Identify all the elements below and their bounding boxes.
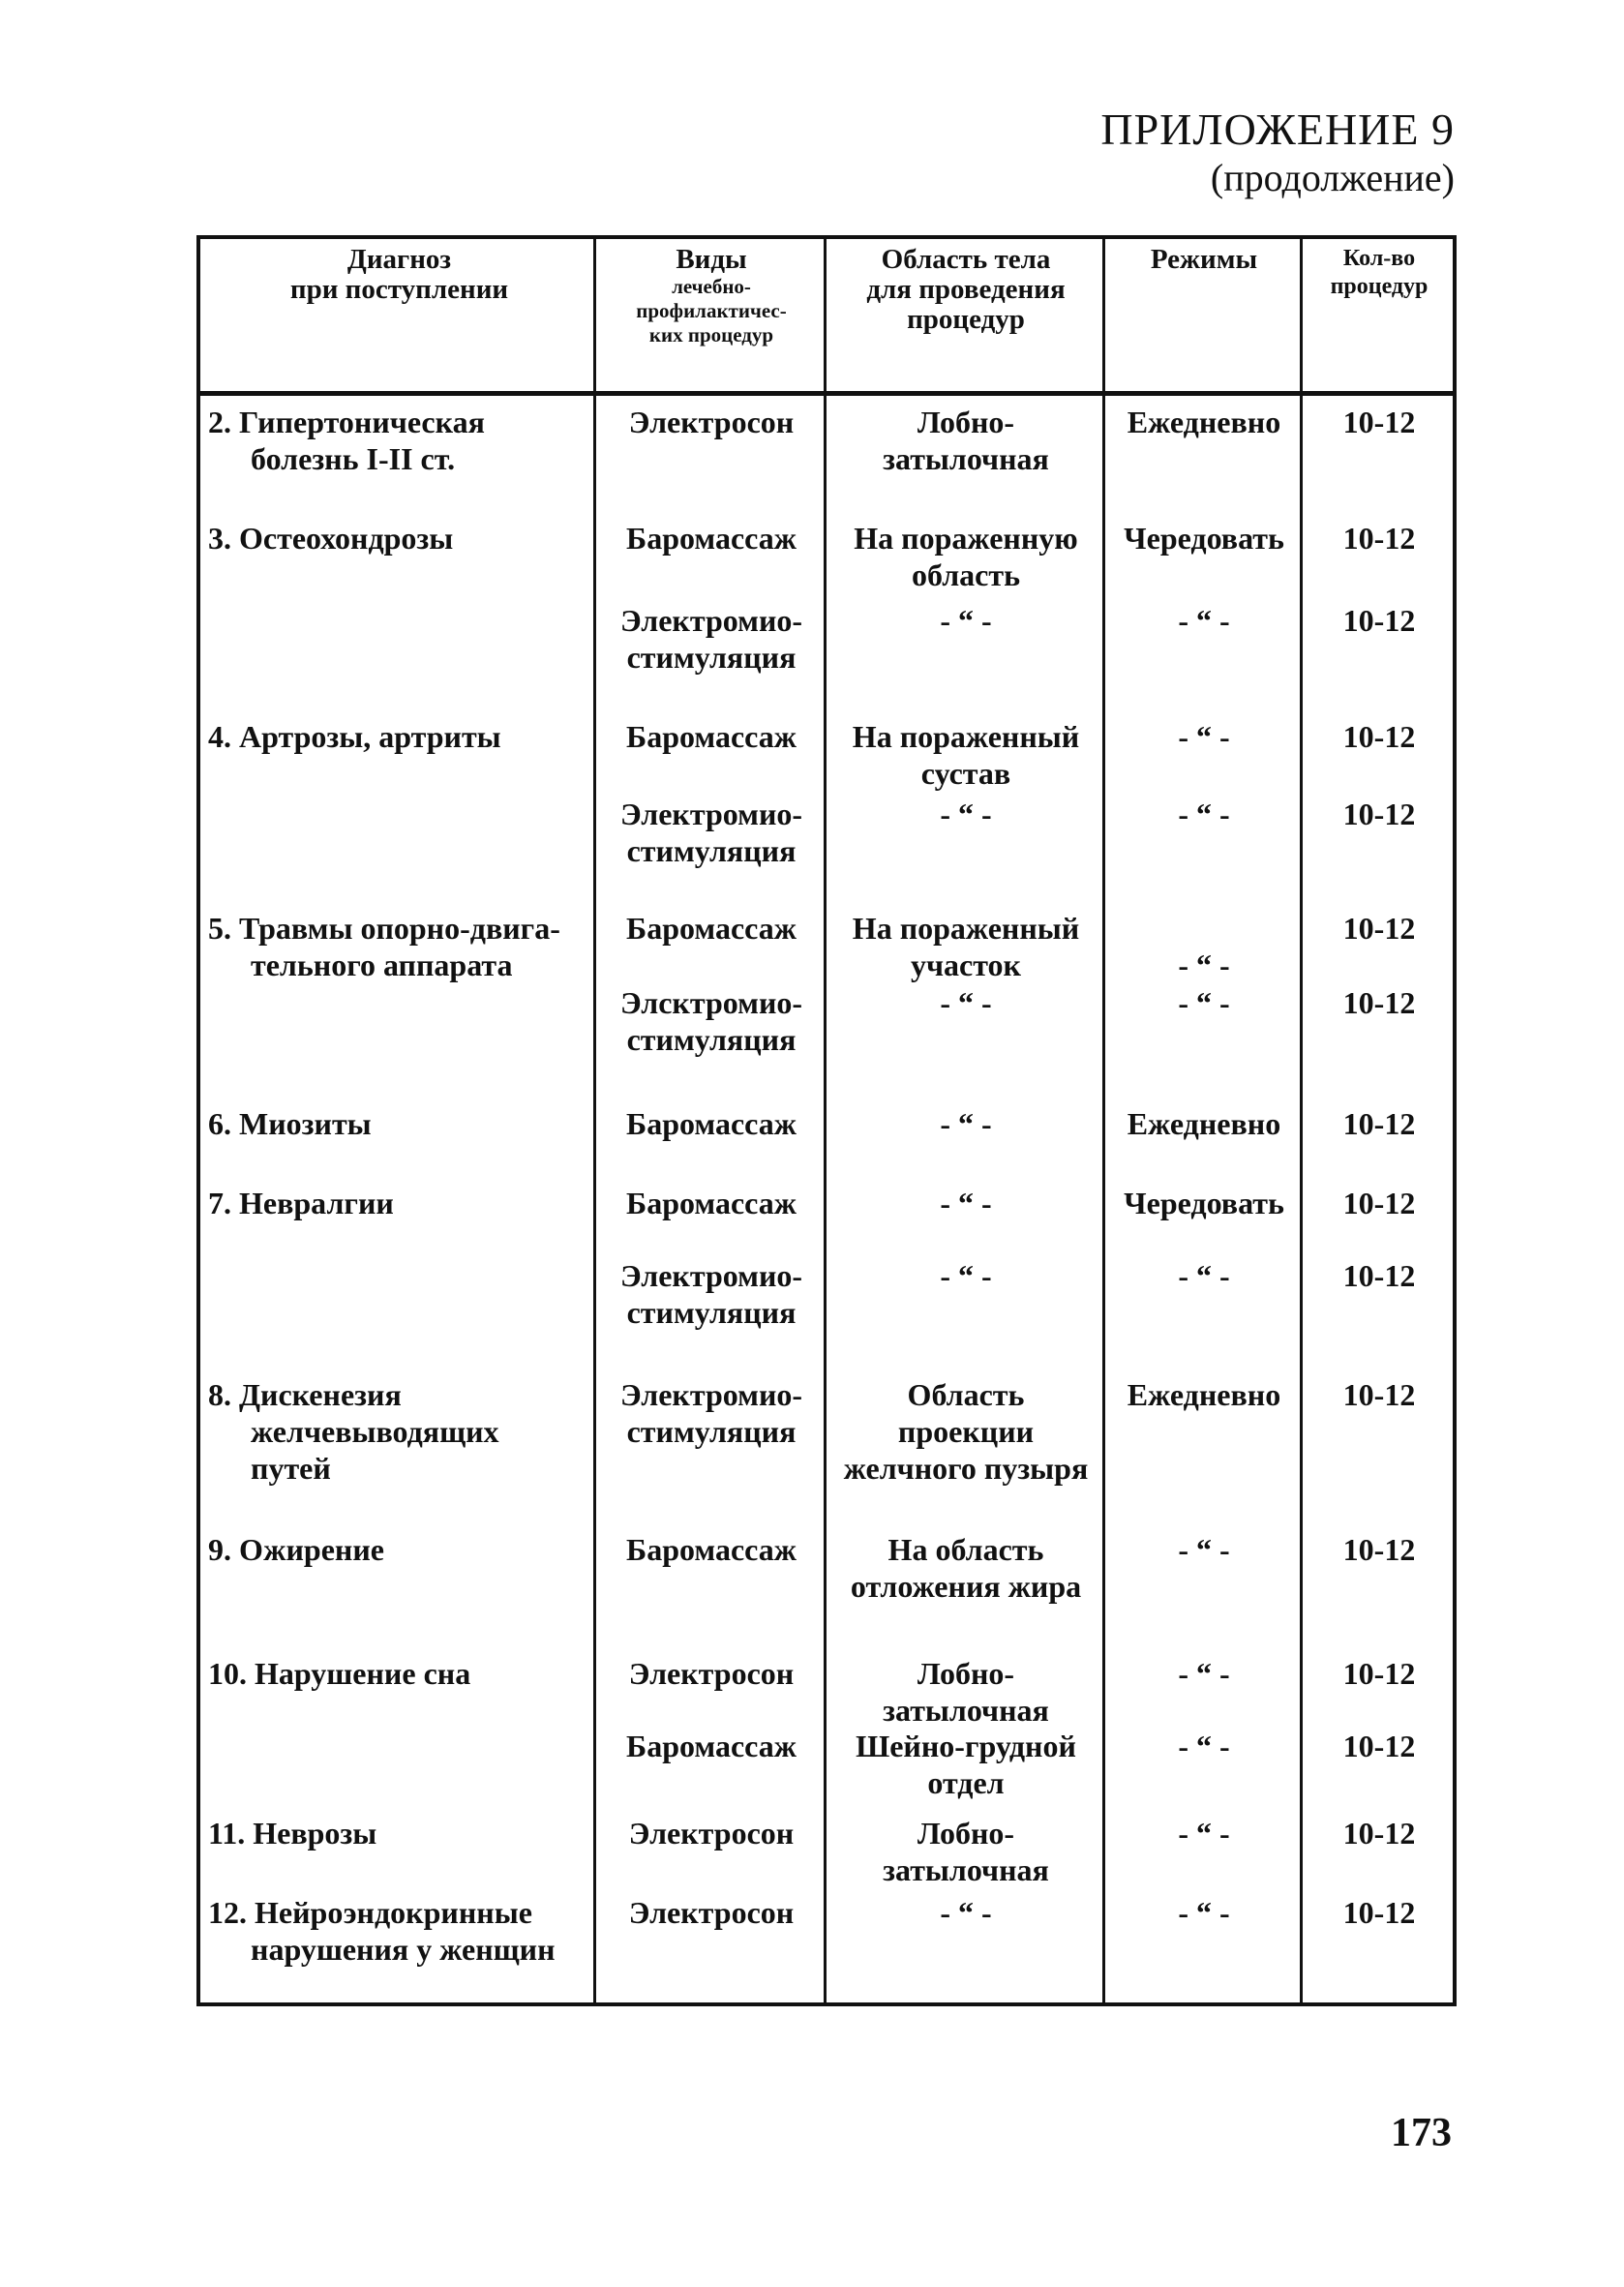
count-cell — [1306, 1376, 1453, 1413]
appendix-title: ПРИЛОЖЕНИЕ 9 — [1100, 105, 1455, 154]
diagnosis-cell — [208, 1531, 590, 1568]
procedure-type-cell-line: стимуляция — [626, 1295, 797, 1330]
procedure-type-cell-line: Баромассаж — [626, 1532, 797, 1567]
body-area-cell-line: - “ - — [940, 603, 992, 638]
procedure-type-cell-line: Баромассаж — [626, 911, 797, 946]
diagnosis-cell — [208, 1376, 590, 1487]
procedure-type-cell — [599, 796, 824, 869]
diagnosis-cell-line: 5. Травмы опорно-двига- — [208, 911, 560, 946]
count-cell-line: 10-12 — [1342, 1729, 1416, 1763]
diagnosis-cell-line: 8. Дискенезия — [208, 1377, 402, 1412]
mode-cell — [1108, 1185, 1300, 1221]
body-area-cell — [829, 1655, 1102, 1729]
body-area-cell-line: Лобно- — [917, 1816, 1015, 1851]
body-area-cell — [829, 1105, 1102, 1142]
body-area-cell-line: проекции — [897, 1414, 1035, 1449]
body-area-cell-line: желчного пузыря — [843, 1451, 1089, 1486]
procedures-table — [196, 235, 1457, 2006]
mode-cell-line: - “ - — [1178, 985, 1230, 1020]
count-cell-line: 10-12 — [1342, 911, 1416, 946]
diagnosis-cell-line: 9. Ожирение — [208, 1532, 384, 1567]
body-area-cell-line: - “ - — [940, 1258, 992, 1293]
procedure-type-cell — [599, 1531, 824, 1568]
procedure-type-cell — [599, 1815, 824, 1851]
header-body-area: Область тела для проведения процедур — [866, 244, 1066, 335]
procedure-type-cell — [599, 1894, 824, 1931]
count-cell — [1306, 1655, 1453, 1692]
procedure-type-cell-line: стимуляция — [626, 1414, 797, 1449]
body-area-cell-line: - “ - — [940, 1186, 992, 1220]
procedure-type-cell-line: стимуляция — [626, 1022, 797, 1057]
body-area-cell-line: Лобно- — [917, 405, 1015, 439]
page-number: 173 — [1391, 2111, 1452, 2155]
header-diagnosis: Диагноз при поступлении — [289, 244, 509, 305]
diagnosis-cell — [208, 1185, 590, 1221]
mode-cell — [1108, 520, 1300, 557]
count-cell-line: 10-12 — [1342, 1186, 1416, 1220]
body-area-cell — [829, 718, 1102, 792]
mode-cell — [1108, 1376, 1300, 1413]
procedure-type-cell-line: Электромио- — [619, 797, 803, 831]
mode-cell — [1108, 910, 1300, 983]
diagnosis-cell-line: 12. Нейроэндокринные — [208, 1895, 532, 1930]
count-cell-line: 10-12 — [1342, 1656, 1416, 1691]
count-cell-line: 10-12 — [1342, 521, 1416, 556]
mode-cell — [1108, 1894, 1300, 1931]
mode-cell — [1108, 984, 1300, 1021]
body-area-cell-line: - “ - — [940, 1895, 992, 1930]
procedure-type-cell-line: Электросон — [628, 1656, 795, 1691]
procedure-type-cell-line: Элсктромио- — [619, 985, 803, 1020]
body-area-cell — [829, 1815, 1102, 1888]
procedure-type-cell — [599, 1376, 824, 1450]
diagnosis-cell-line: 3. Остеохондрозы — [208, 521, 454, 556]
body-area-cell-line: Лобно- — [917, 1656, 1015, 1691]
body-area-cell-line: сустав — [920, 756, 1011, 791]
diagnosis-cell-line: 10. Нарушение сна — [208, 1656, 471, 1691]
count-cell — [1306, 1531, 1453, 1568]
body-area-cell-line: затылочная — [883, 1852, 1049, 1887]
procedure-type-cell-line: Электросон — [628, 1895, 795, 1930]
count-cell-line: 10-12 — [1342, 1106, 1416, 1141]
procedure-type-cell-line: Электромио- — [619, 1377, 803, 1412]
body-area-cell — [829, 796, 1102, 832]
procedure-type-cell — [599, 602, 824, 676]
count-cell — [1306, 1815, 1453, 1851]
count-cell — [1306, 1105, 1453, 1142]
diagnosis-cell — [208, 404, 590, 477]
body-area-cell-line: Область — [907, 1377, 1025, 1412]
header-mode: Режимы — [1150, 244, 1258, 275]
count-cell — [1306, 984, 1453, 1021]
count-cell — [1306, 796, 1453, 832]
header-divider — [200, 391, 1453, 396]
mode-cell — [1108, 1105, 1300, 1142]
diagnosis-cell — [208, 1894, 590, 1968]
procedure-type-cell-line: Электросон — [628, 405, 795, 439]
procedure-type-cell — [599, 718, 824, 755]
mode-cell — [1108, 796, 1300, 832]
count-cell — [1306, 910, 1453, 947]
diagnosis-cell-line: 2. Гипертоническая — [208, 405, 485, 439]
body-area-cell-line: Шейно-грудной — [856, 1729, 1076, 1763]
count-cell — [1306, 520, 1453, 557]
count-cell — [1306, 1257, 1453, 1294]
count-cell — [1306, 1728, 1453, 1764]
column-divider — [824, 239, 827, 2002]
header-procedure-type: Виды лечебно- профилактичес- ких процедур — [636, 244, 787, 346]
procedure-type-cell-line: стимуляция — [626, 833, 797, 868]
diagnosis-cell-line: тельного аппарата — [251, 948, 513, 982]
procedure-type-cell — [599, 1257, 824, 1331]
body-area-cell-line: затылочная — [883, 1693, 1049, 1728]
body-area-cell-line: отложения жира — [850, 1569, 1082, 1604]
count-cell-line: 10-12 — [1342, 405, 1416, 439]
diagnosis-cell — [208, 1815, 590, 1851]
body-area-cell — [829, 520, 1102, 593]
mode-cell — [1108, 602, 1300, 639]
mode-cell — [1108, 1815, 1300, 1851]
count-cell-line: 10-12 — [1342, 797, 1416, 831]
mode-cell-line: - “ - — [1178, 719, 1230, 754]
mode-cell — [1108, 1655, 1300, 1692]
diagnosis-cell — [208, 1105, 590, 1142]
mode-cell-line — [1108, 910, 1300, 947]
body-area-cell-line: На пораженный — [852, 911, 1080, 946]
body-area-cell — [829, 984, 1102, 1021]
procedure-type-cell-line: Электромио- — [619, 1258, 803, 1293]
count-cell-line: 10-12 — [1342, 1532, 1416, 1567]
count-cell-line: 10-12 — [1342, 603, 1416, 638]
body-area-cell-line: область — [912, 557, 1020, 592]
mode-cell-line: - “ - — [1178, 1258, 1230, 1293]
diagnosis-cell-line: 11. Неврозы — [208, 1816, 377, 1851]
mode-cell-line: - “ - — [1178, 948, 1230, 982]
count-cell — [1306, 718, 1453, 755]
body-area-cell-line: - “ - — [940, 985, 992, 1020]
mode-cell — [1108, 1257, 1300, 1294]
body-area-cell — [829, 1257, 1102, 1294]
mode-cell — [1108, 1531, 1300, 1568]
diagnosis-cell-line: путей — [251, 1451, 331, 1486]
procedure-type-cell-line: Баромассаж — [626, 1186, 797, 1220]
count-cell-line: 10-12 — [1342, 1258, 1416, 1293]
count-cell — [1306, 602, 1453, 639]
mode-cell-line: - “ - — [1178, 603, 1230, 638]
procedure-type-cell — [599, 910, 824, 947]
column-divider — [593, 239, 596, 2002]
diagnosis-cell — [208, 910, 590, 983]
mode-cell — [1108, 718, 1300, 755]
procedure-type-cell — [599, 984, 824, 1058]
body-area-cell — [829, 1728, 1102, 1801]
body-area-cell-line: На пораженную — [854, 521, 1078, 556]
body-area-cell-line: - “ - — [940, 797, 992, 831]
procedure-type-cell — [599, 1105, 824, 1142]
procedure-type-cell-line: Баромассаж — [626, 1106, 797, 1141]
diagnosis-cell-line: 7. Невралгии — [208, 1186, 394, 1220]
mode-cell-line: Чередовать — [1124, 521, 1284, 556]
procedure-type-cell — [599, 1185, 824, 1221]
mode-cell-line: - “ - — [1178, 1729, 1230, 1763]
mode-cell-line: Ежедневно — [1127, 405, 1281, 439]
diagnosis-cell-line: нарушения у женщин — [251, 1932, 556, 1967]
appendix-subtitle: (продолжение) — [1210, 156, 1455, 199]
body-area-cell-line: На область — [887, 1532, 1044, 1567]
diagnosis-cell — [208, 718, 590, 755]
mode-cell-line: Чередовать — [1124, 1186, 1284, 1220]
procedure-type-cell-line: стимуляция — [626, 640, 797, 675]
count-cell — [1306, 1185, 1453, 1221]
mode-cell-line: - “ - — [1178, 1816, 1230, 1851]
mode-cell — [1108, 1728, 1300, 1764]
mode-cell-line: - “ - — [1178, 1656, 1230, 1691]
diagnosis-cell — [208, 520, 590, 557]
count-cell — [1306, 1894, 1453, 1931]
mode-cell-line: - “ - — [1178, 1895, 1230, 1930]
body-area-cell — [829, 1376, 1102, 1487]
count-cell-line: 10-12 — [1342, 1895, 1416, 1930]
procedure-type-cell-line: Баромассаж — [626, 719, 797, 754]
mode-cell-line: - “ - — [1178, 797, 1230, 831]
body-area-cell-line: На пораженный — [852, 719, 1080, 754]
procedure-type-cell — [599, 1655, 824, 1692]
body-area-cell — [829, 404, 1102, 477]
body-area-cell — [829, 1185, 1102, 1221]
procedure-type-cell — [599, 1728, 824, 1764]
count-cell-line: 10-12 — [1342, 1377, 1416, 1412]
mode-cell-line: Ежедневно — [1127, 1106, 1281, 1141]
procedure-type-cell-line: Электросон — [628, 1816, 795, 1851]
mode-cell-line: Ежедневно — [1127, 1377, 1281, 1412]
diagnosis-cell-line: 4. Артрозы, артриты — [208, 719, 501, 754]
body-area-cell — [829, 910, 1102, 983]
diagnosis-cell-line: 6. Миозиты — [208, 1106, 372, 1141]
procedure-type-cell-line: Электромио- — [619, 603, 803, 638]
body-area-cell-line: отдел — [927, 1765, 1005, 1800]
mode-cell — [1108, 404, 1300, 440]
procedure-type-cell-line: Баромассаж — [626, 1729, 797, 1763]
diagnosis-cell — [208, 1655, 590, 1692]
body-area-cell — [829, 602, 1102, 639]
appendix-heading — [1100, 105, 1455, 201]
procedure-type-cell — [599, 520, 824, 557]
count-cell-line: 10-12 — [1342, 985, 1416, 1020]
column-divider — [1102, 239, 1105, 2002]
count-cell-line: 10-12 — [1342, 719, 1416, 754]
body-area-cell — [829, 1531, 1102, 1605]
column-divider — [1300, 239, 1303, 2002]
procedure-type-cell — [599, 404, 824, 440]
mode-cell-line: - “ - — [1178, 1532, 1230, 1567]
body-area-cell — [829, 1894, 1102, 1931]
diagnosis-cell-line: болезнь I-II ст. — [251, 441, 456, 476]
procedure-type-cell-line: Баромассаж — [626, 521, 797, 556]
count-cell-line: 10-12 — [1342, 1816, 1416, 1851]
count-cell — [1306, 404, 1453, 440]
header-count: Кол-во процедур — [1330, 246, 1429, 299]
body-area-cell-line: участок — [911, 948, 1021, 982]
diagnosis-cell-line: желчевыводящих — [251, 1414, 499, 1449]
body-area-cell-line: затылочная — [883, 441, 1049, 476]
body-area-cell-line: - “ - — [940, 1106, 992, 1141]
